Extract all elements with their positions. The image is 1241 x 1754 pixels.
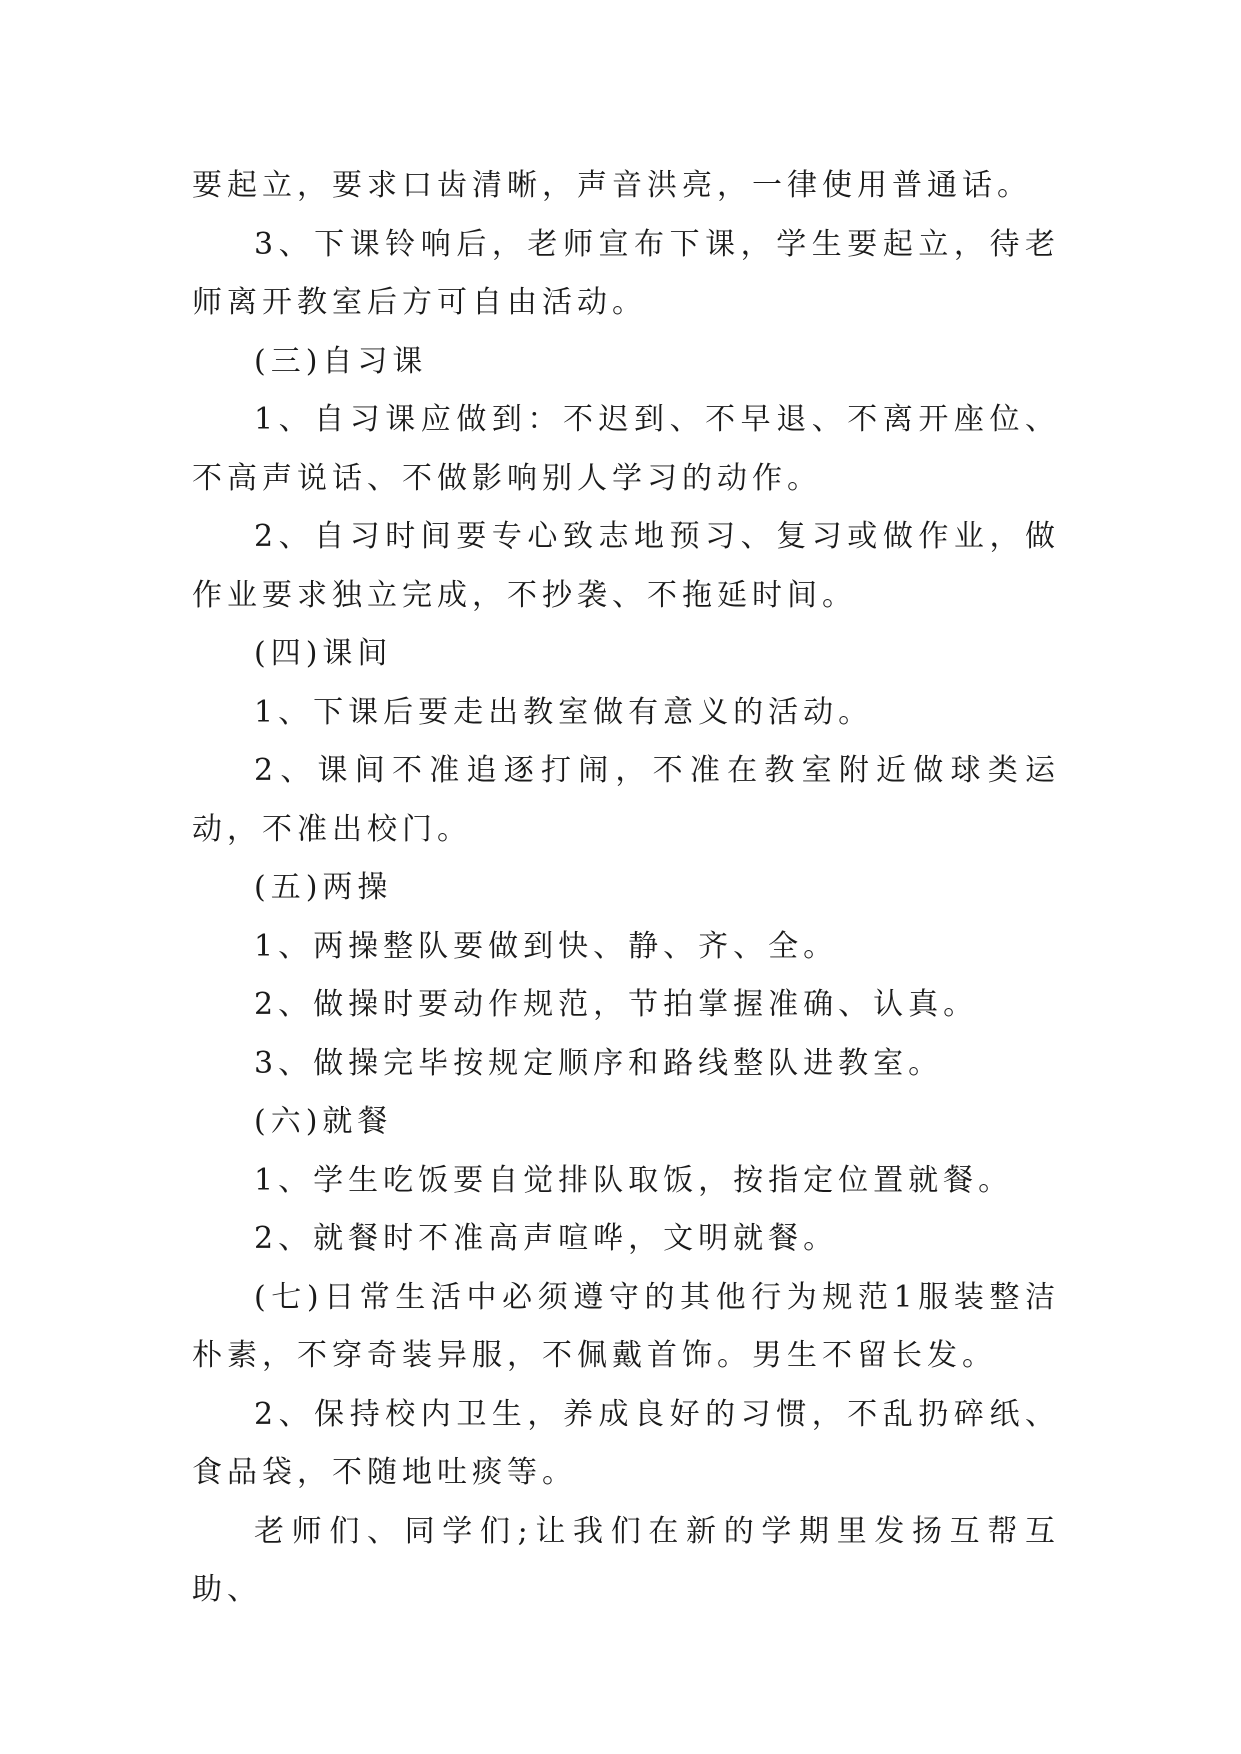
paragraph-break-2: 2、课间不准追逐打闹，不准在教室附近做球类运动，不准出校门。 [192, 753, 1060, 847]
section-heading-dining: (六)就餐 [254, 1104, 393, 1139]
section-heading-self-study: (三)自习课 [254, 343, 428, 379]
paragraph-dining-1: 1、学生吃饭要自觉排队取饭，按指定位置就餐。 [254, 1162, 1014, 1198]
paragraph-dining-2: 2、就餐时不准高声喧哗，文明就餐。 [254, 1221, 839, 1256]
paragraph-rule-3-dismissal: 3、下课铃响后，老师宣布下课，学生要起立，待老师离开教室后方可自由活动。 [192, 226, 1060, 320]
paragraph-closing: 老师们、同学们;让我们在新的学期里发扬互帮互助、 [192, 1513, 1060, 1607]
paragraph-exercises-1: 1、两操整队要做到快、静、齐、全。 [254, 928, 839, 964]
document-body [192, 157, 1060, 1620]
section-heading-exercises: (五)两操 [254, 870, 393, 905]
paragraph-break-1: 1、下课后要走出教室做有意义的活动。 [254, 694, 874, 730]
paragraph-exercises-2: 2、做操时要动作规范，节拍掌握准确、认真。 [254, 987, 979, 1022]
paragraph-daily-life-2: 2、保持校内卫生，养成良好的习惯，不乱扔碎纸、食品袋，不随地吐痰等。 [192, 1396, 1060, 1490]
paragraph-exercises-3: 3、做操完毕按规定顺序和路线整队进教室。 [254, 1045, 944, 1081]
section-heading-daily-life: (七)日常生活中必须遵守的其他行为规范1服装整洁朴素，不穿奇装异服，不佩戴首饰。男生不留长发。 [192, 1279, 1060, 1373]
paragraph-continuation: 要起立，要求口齿清晰，声音洪亮，一律使用普通话。 [192, 168, 1032, 203]
section-heading-break: (四)课间 [254, 636, 393, 671]
paragraph-self-study-1: 1、自习课应做到：不迟到、不早退、不离开座位、不高声说话、不做影响别人学习的动作。 [192, 402, 1060, 496]
paragraph-self-study-2: 2、自习时间要专心致志地预习、复习或做作业，做作业要求独立完成，不抄袭、不拖延时间。 [192, 519, 1060, 613]
